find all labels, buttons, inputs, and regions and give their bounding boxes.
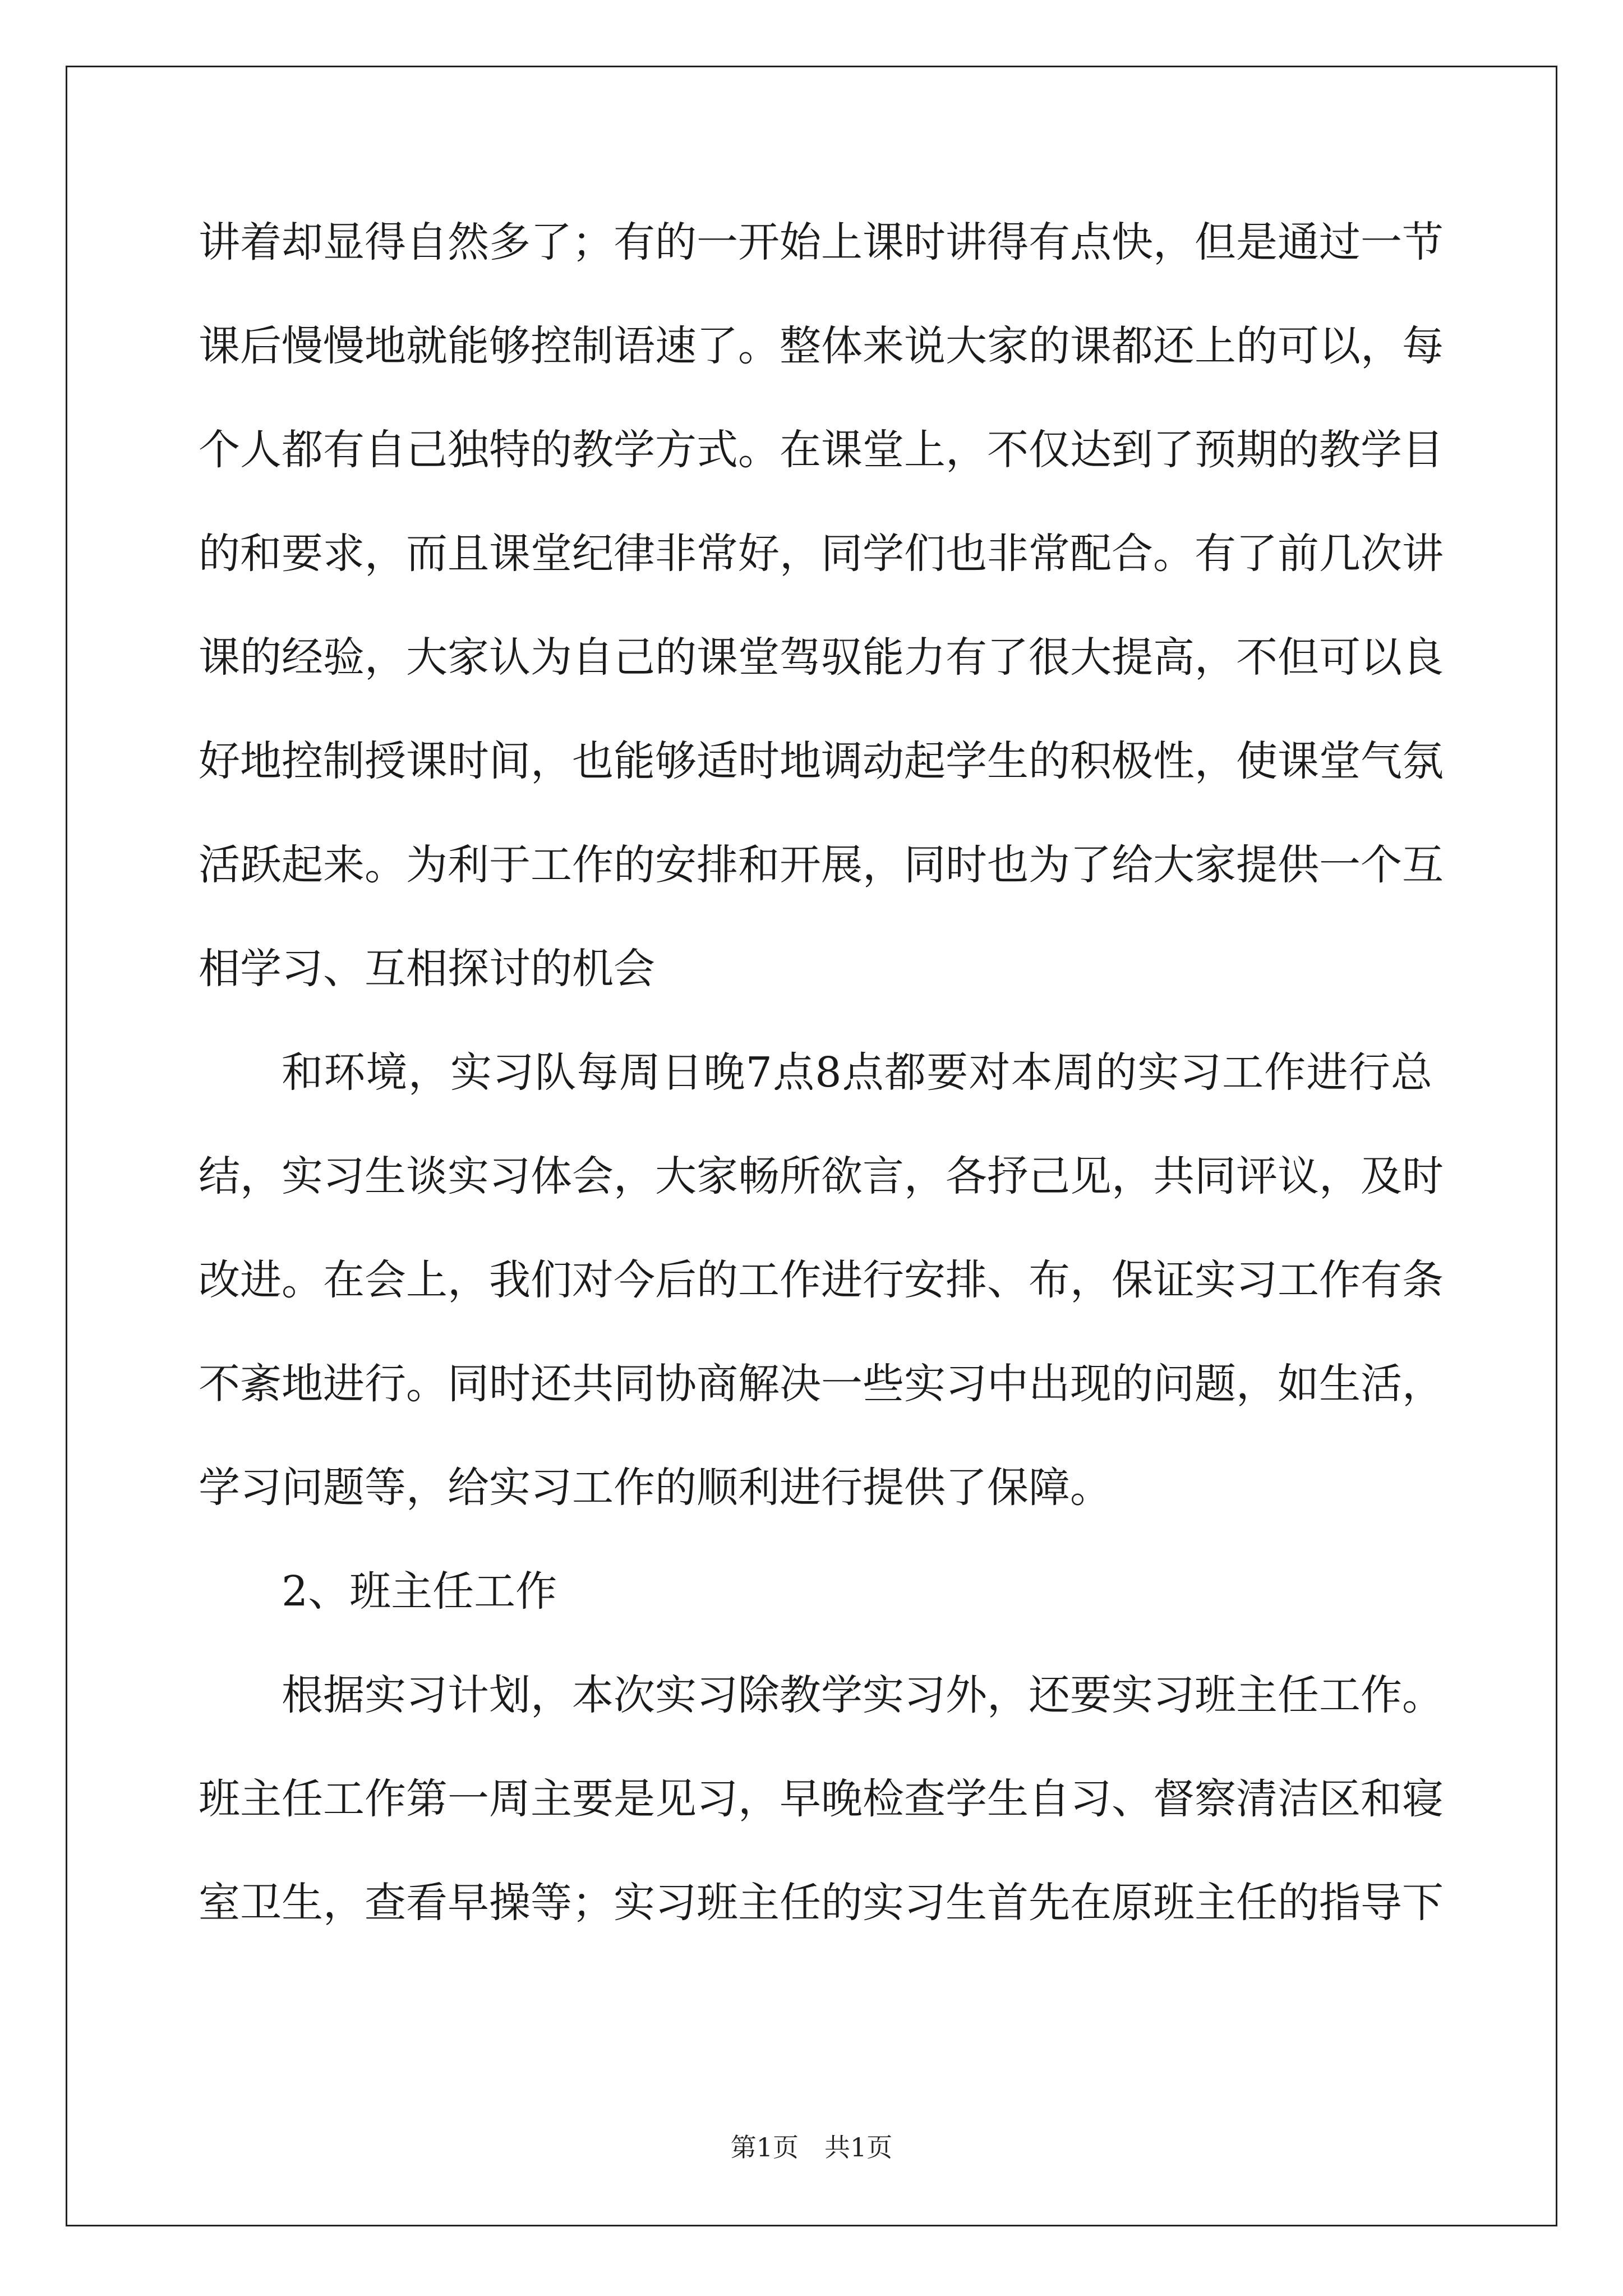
text-line: 学习问题等，给实习工作的顺利进行提供了保障。 xyxy=(199,1464,1112,1512)
document-body xyxy=(199,218,1444,1986)
section-heading: 2、班主任工作 xyxy=(282,1567,557,1616)
text-line: 结，实习生谈实习体会，大家畅所欲言，各抒己见，共同评议，及时 xyxy=(199,1152,1444,1200)
text-line: 好地控制授课时间，也能够适时地调动起学生的积极性，使课堂气氛 xyxy=(199,737,1444,785)
page-footer xyxy=(0,2134,1623,2160)
text-line: 活跃起来。为利于工作的安排和开展，同时也为了给大家提供一个互 xyxy=(199,841,1444,889)
text-line: 班主任工作第一周主要是见习，早晚检查学生自习、督察清洁区和寝 xyxy=(199,1775,1444,1823)
page-total: 共1页 xyxy=(824,2132,893,2162)
text-line: 改进。在会上，我们对今后的工作进行安排、布，保证实习工作有条 xyxy=(199,1256,1444,1304)
text-line: 讲着却显得自然多了；有的一开始上课时讲得有点快，但是通过一节 xyxy=(199,218,1444,266)
text-line: 根据实习计划，本次实习除教学实习外，还要实习班主任工作。 xyxy=(282,1671,1444,1719)
text-line: 个人都有自己独特的教学方式。在课堂上，不仅达到了预期的教学目 xyxy=(199,426,1444,474)
text-line: 课后慢慢地就能够控制语速了。整体来说大家的课都还上的可以，每 xyxy=(199,322,1444,370)
text-line: 相学习、互相探讨的机会 xyxy=(199,945,655,993)
text-line: 室卫生，查看早操等；实习班主任的实习生首先在原班主任的指导下 xyxy=(199,1879,1444,1927)
text-line: 课的经验，大家认为自己的课堂驾驭能力有了很大提高，不但可以良 xyxy=(199,633,1444,682)
text-line: 不紊地进行。同时还共同协商解决一些实习中出现的问题，如生活， xyxy=(199,1360,1444,1408)
text-line: 和环境，实习队每周日晚7点8点都要对本周的实习工作进行总 xyxy=(282,1048,1432,1097)
page-number: 第1页 xyxy=(730,2132,799,2162)
text-line: 的和要求，而且课堂纪律非常好，同学们也非常配合。有了前几次讲 xyxy=(199,530,1444,578)
